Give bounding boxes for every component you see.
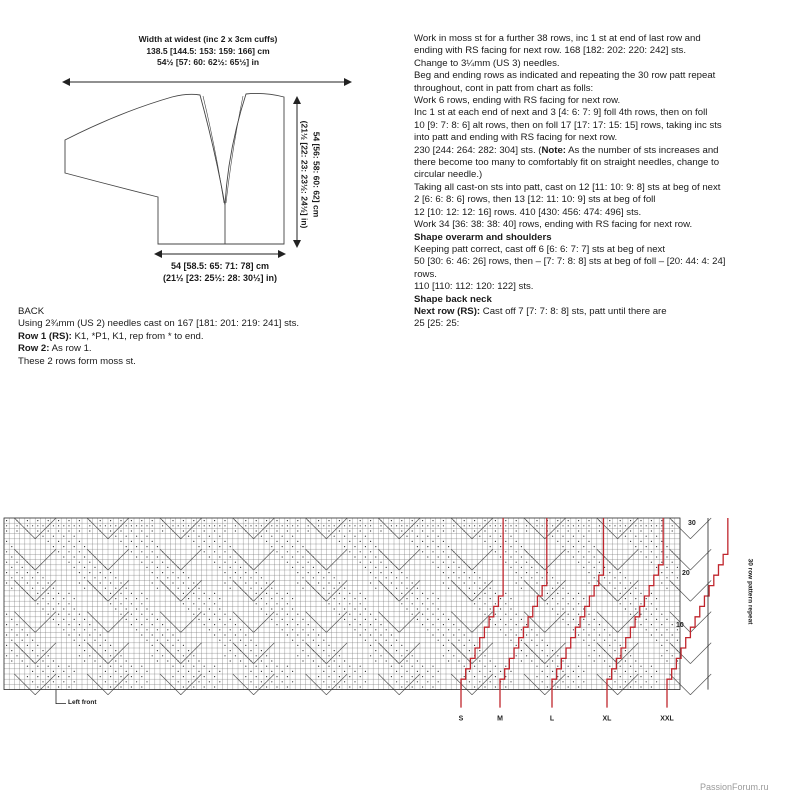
text-line: Row 1 (RS): K1, *P1, K1, rep from * to end. bbox=[18, 330, 204, 342]
row-number: 30 bbox=[688, 520, 696, 527]
text-line: ending with RS facing for next row. 168 [182: 202: 220: 242] sts. bbox=[414, 45, 686, 57]
text-line: 10 [9: 7: 8: 6] alt rows, then on foll 17 [17: 17: 15: 15] rows, taking inc sts bbox=[414, 119, 722, 131]
text-line: Work 34 [36: 38: 38: 40] rows, ending with RS facing for next row. bbox=[414, 219, 693, 231]
text-line: Row 2: As row 1. bbox=[18, 343, 92, 355]
size-label: S bbox=[458, 715, 464, 723]
text-line: circular needle.) bbox=[414, 169, 483, 181]
text-line: there become too many to comfortably fit on straight needles, change to bbox=[414, 157, 720, 169]
text-line: 25 [25: 25: bbox=[414, 318, 460, 330]
row-number: 20 bbox=[682, 570, 690, 577]
text-line: Keeping patt correct, cast off 6 [6: 6: 7: 7] sts at beg of next bbox=[414, 243, 666, 255]
text-line: Inc 1 st at each end of next and 3 [4: 6: 7: 9] foll 4th rows, then on foll bbox=[414, 107, 708, 119]
size-label: L bbox=[549, 715, 555, 723]
text-line: Beg and ending rows as indicated and repeating the 30 row patt repeat bbox=[414, 70, 716, 82]
text-line: throughout, cont in patt from chart as folls: bbox=[414, 82, 594, 94]
text-line: Next row (RS): Cast off 7 [7: 7: 8: 8] sts, patt until there are bbox=[414, 305, 667, 317]
bottom-label bbox=[120, 261, 320, 284]
text-line: These 2 rows form moss st. bbox=[18, 355, 136, 367]
text-line: Taking all cast-on sts into patt, cast on 12 [11: 10: 9: 8] sts at beg of next bbox=[414, 181, 721, 193]
bottom-label-cm: 54 [58.5: 65: 71: 78] cm bbox=[170, 261, 270, 271]
height-label bbox=[299, 105, 322, 245]
text-line: 110 [110: 112: 120: 122] sts. bbox=[414, 281, 534, 293]
text-line: into patt and ending with RS facing for next row. bbox=[414, 132, 618, 144]
section-heading: Shape overarm and shoulders bbox=[414, 231, 552, 243]
text-line: Change to 3¼mm (US 3) needles. bbox=[414, 57, 560, 69]
width-label-cm: 138.5 [144.5: 153: 159: 166] cm bbox=[146, 45, 270, 56]
row-number: 10 bbox=[676, 622, 684, 629]
width-label-in: 54½ [57: 60: 62½: 65½] in bbox=[156, 57, 260, 67]
height-label-in: (21½ [22: 23: 23½: 24½] in) bbox=[300, 120, 310, 229]
text-line: rows. bbox=[414, 268, 437, 280]
watermark: PassionForum.ru bbox=[700, 782, 769, 792]
text-line: 230 [244: 264: 282: 304] sts. (Note: As the number of sts increases and bbox=[414, 144, 719, 156]
size-label: M bbox=[497, 715, 503, 723]
text-line: Using 2¾mm (US 2) needles cast on 167 [181: 201: 219: 241] sts. bbox=[18, 318, 300, 330]
size-label: XXL bbox=[660, 715, 674, 723]
left-front-marker bbox=[56, 690, 66, 704]
size-label: XL bbox=[602, 715, 612, 723]
knitting-chart bbox=[0, 510, 800, 725]
text-line: BACK bbox=[18, 306, 45, 317]
back-instructions bbox=[18, 306, 299, 368]
garment-schematic bbox=[0, 0, 400, 300]
section-heading: Shape back neck bbox=[414, 293, 492, 305]
text-line: Work in moss st for a further 38 rows, inc 1 st at end of last row and bbox=[414, 33, 701, 44]
text-line: 2 [6: 6: 8: 6] rows, then 13 [12: 11: 10: 9] sts at beg of foll bbox=[414, 194, 656, 206]
left-front-label: Left front bbox=[68, 699, 97, 706]
text-line: 50 [30: 6: 46: 26] rows, then – [7: 7: 8: 8] sts at beg of foll – [20: 44: 4: 24] bbox=[414, 256, 726, 268]
pattern-instructions bbox=[414, 33, 725, 331]
height-label-cm: 54 [56: 58: 60: 62] cm bbox=[311, 131, 322, 218]
width-label-title: Width at widest (inc 2 x 3cm cuffs) bbox=[138, 34, 278, 44]
text-line: 12 [10: 12: 12: 16] rows. 410 [430: 456: 474: 496] sts. bbox=[414, 206, 642, 218]
repeat-label: 30 row pattern repeat bbox=[746, 558, 754, 625]
text-line: Work 6 rows, ending with RS facing for next row. bbox=[414, 95, 621, 107]
bottom-label-in: (21½ [23: 25½: 28: 30½] in) bbox=[162, 272, 278, 283]
